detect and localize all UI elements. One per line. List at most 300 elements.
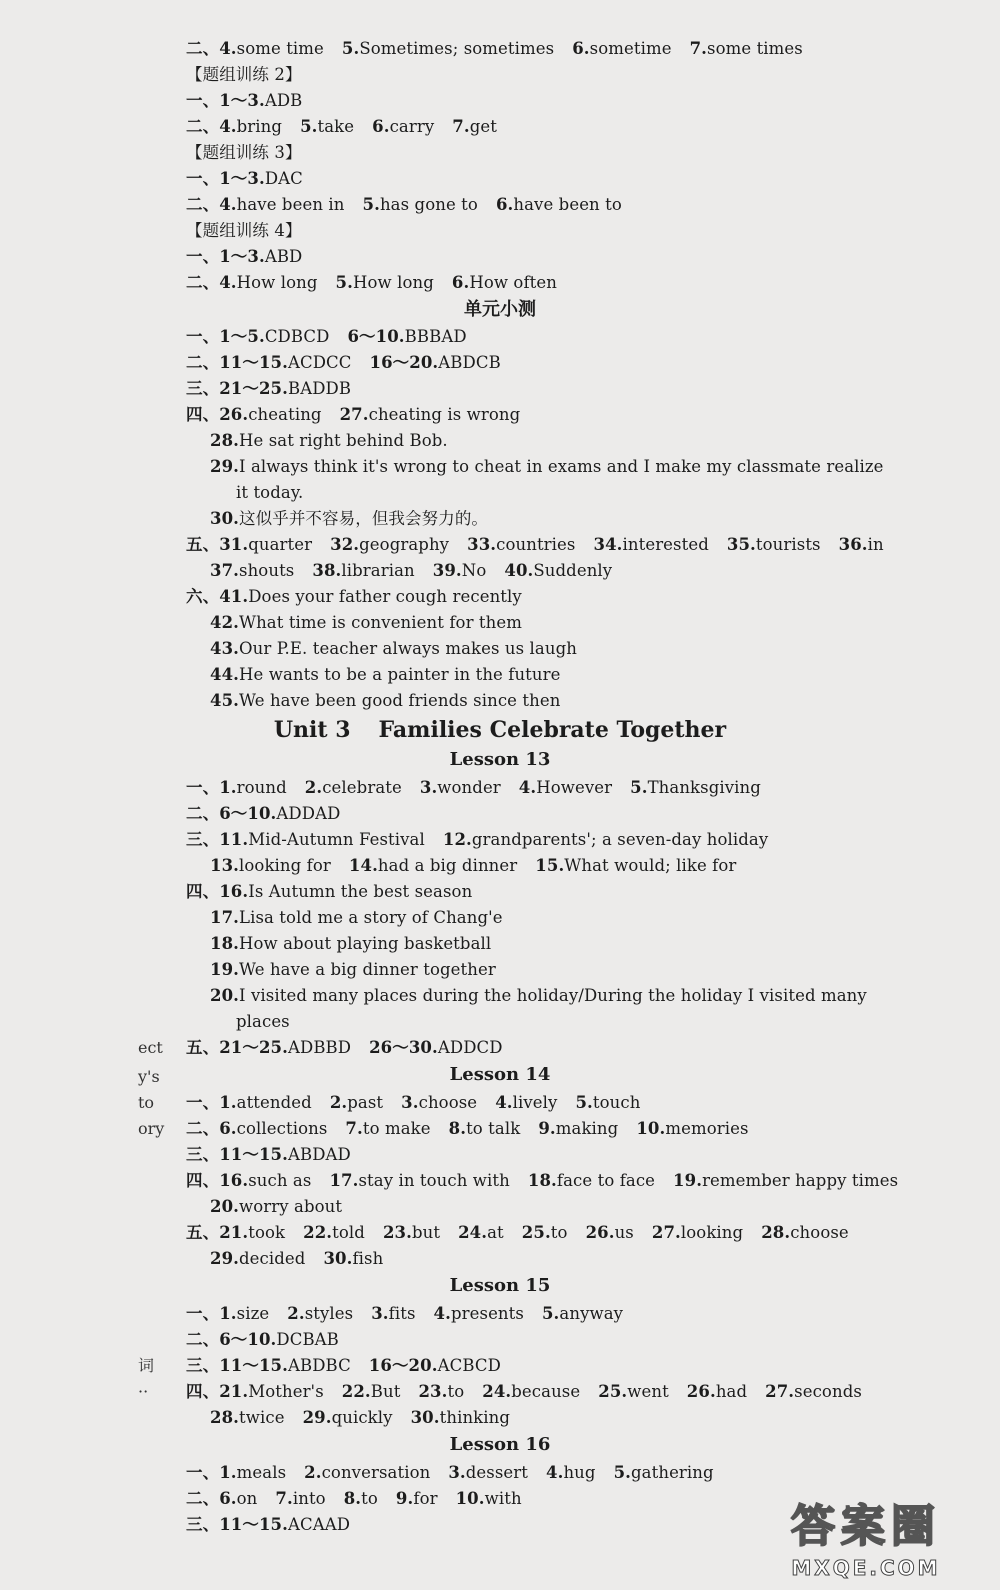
item-answer: Thanksgiving	[647, 778, 761, 797]
answer-item	[572, 39, 671, 58]
item-answer: BADDB	[287, 379, 352, 398]
item-number: 2.	[304, 778, 323, 797]
item-number: 2.	[287, 1304, 305, 1323]
item-answer: Sometimes; sometimes	[359, 39, 555, 58]
item-answer: meals	[236, 1463, 287, 1482]
answer-line	[210, 638, 577, 660]
answer-item	[383, 1223, 440, 1242]
unit-title	[0, 716, 1000, 744]
answer-item	[495, 1093, 557, 1112]
answer-line	[186, 1514, 350, 1536]
item-answer: ABDCB	[438, 353, 501, 372]
item-number: 8.	[448, 1119, 467, 1138]
answer-item	[535, 856, 736, 875]
item-number: 10.	[636, 1119, 666, 1138]
item-answer: dessert	[465, 1463, 529, 1482]
answer-item	[546, 1463, 596, 1482]
item-answer: styles	[304, 1304, 354, 1323]
item-number: 12.	[442, 830, 472, 849]
answer-item	[522, 1223, 568, 1242]
item-number: 三、11～15.	[186, 1356, 288, 1375]
item-answer: it today.	[236, 483, 304, 502]
item-answer: Does your father cough recently	[248, 587, 522, 606]
item-number: 23.	[382, 1223, 412, 1242]
item-answer: conversation	[321, 1463, 431, 1482]
answer-item	[303, 1223, 365, 1242]
answer-item	[687, 1382, 747, 1401]
answer-item	[342, 39, 554, 58]
item-answer: ACDCC	[287, 353, 352, 372]
answer-line	[186, 194, 622, 216]
item-number: 27.	[765, 1382, 795, 1401]
item-answer: Suddenly	[533, 561, 613, 580]
item-answer: lively	[512, 1093, 558, 1112]
answer-line	[186, 378, 351, 400]
item-answer: decided	[239, 1249, 306, 1268]
item-number: 四、16.	[186, 882, 249, 901]
answer-line	[186, 881, 472, 903]
item-answer: How often	[469, 273, 557, 292]
answer-item	[210, 561, 294, 580]
answer-item	[342, 1382, 401, 1401]
answer-line	[186, 1303, 623, 1325]
item-answer: Our P.E. teacher always makes us laugh	[239, 639, 577, 658]
answer-line	[210, 690, 560, 712]
answer-item	[765, 1382, 862, 1401]
item-number: 二、6～10.	[186, 804, 277, 823]
item-answer: stay in touch with	[358, 1171, 510, 1190]
answer-item	[186, 1223, 285, 1242]
item-answer: in	[867, 535, 884, 554]
item-answer: past	[347, 1093, 384, 1112]
item-number: 一、1～3.	[186, 247, 265, 266]
answer-item	[586, 1223, 634, 1242]
section-heading: Lesson 15	[449, 1275, 551, 1296]
answer-line	[210, 1407, 510, 1429]
answer-line	[186, 404, 520, 426]
item-answer: carry	[389, 117, 435, 136]
item-answer: DAC	[264, 169, 303, 188]
item-number: 三、11.	[186, 830, 249, 849]
item-number: 15.	[535, 856, 565, 875]
item-answer: No	[461, 561, 487, 580]
item-number: 32.	[330, 535, 360, 554]
answer-item	[300, 117, 354, 136]
item-answer: Lisa told me a story of Chang'e	[239, 908, 503, 927]
item-number: 27.	[651, 1223, 681, 1242]
unit-number: Unit 3	[273, 717, 351, 743]
answer-line	[186, 352, 501, 374]
answer-line	[186, 1381, 862, 1403]
item-number: 39.	[432, 561, 462, 580]
answer-item	[210, 1408, 285, 1427]
item-number: 28.	[210, 1408, 240, 1427]
answer-line	[186, 586, 522, 608]
item-number: 36.	[838, 535, 868, 554]
item-number: 26.	[585, 1223, 615, 1242]
item-number: 30.	[323, 1249, 353, 1268]
margin-fragment: 词	[138, 1356, 155, 1375]
unit-name: Families Celebrate Together	[378, 717, 727, 743]
item-answer: presents	[450, 1304, 524, 1323]
item-answer: shouts	[239, 561, 295, 580]
answer-item	[186, 353, 352, 372]
item-answer: seconds	[794, 1382, 862, 1401]
answer-item	[305, 778, 402, 797]
item-answer: size	[236, 1304, 270, 1323]
answer-item	[323, 1249, 383, 1268]
answer-item	[210, 986, 867, 1005]
answer-item	[186, 39, 324, 58]
item-number: 6.	[495, 195, 514, 214]
item-answer: has gone to	[379, 195, 478, 214]
margin-fragment: y's	[138, 1067, 160, 1086]
item-number: 25.	[521, 1223, 551, 1242]
item-number: 4.	[546, 1463, 564, 1482]
item-answer: How about playing basketball	[239, 934, 492, 953]
item-number: 9.	[395, 1489, 414, 1508]
watermark-url: MXQE.COM	[791, 1556, 941, 1580]
item-number: 40.	[504, 561, 534, 580]
item-answer: ADDAD	[276, 804, 341, 823]
item-answer: went	[627, 1382, 669, 1401]
margin-fragment: ··	[138, 1382, 149, 1401]
answer-line	[186, 64, 302, 86]
item-number: 7.	[689, 39, 708, 58]
answer-item	[186, 405, 322, 424]
answer-item	[210, 856, 331, 875]
section-heading: Lesson 14	[449, 1064, 551, 1085]
item-answer: have been to	[513, 195, 622, 214]
item-number: 26.	[686, 1382, 716, 1401]
item-answer: collections	[236, 1119, 328, 1138]
item-answer: with	[484, 1489, 522, 1508]
answer-line	[186, 1037, 503, 1059]
item-answer: had a big dinner	[377, 856, 518, 875]
answer-item	[349, 856, 517, 875]
answer-item	[186, 169, 303, 188]
item-number: 22.	[341, 1382, 371, 1401]
item-answer: DCBAB	[276, 1330, 339, 1349]
item-answer: ABDAD	[287, 1145, 351, 1164]
item-number: 5.	[362, 195, 380, 214]
answer-item	[538, 1119, 618, 1138]
item-answer: but	[411, 1223, 441, 1242]
item-answer: How long	[352, 273, 434, 292]
answer-item	[186, 1356, 351, 1375]
item-number: 43.	[210, 639, 240, 658]
answer-item	[186, 1489, 257, 1508]
item-number: 二、6～10.	[186, 1330, 277, 1349]
answer-line	[210, 959, 496, 981]
item-answer: celebrate	[322, 778, 402, 797]
item-number: 28.	[761, 1223, 791, 1242]
item-number: 34.	[593, 535, 623, 554]
section-heading: Lesson 13	[449, 749, 551, 770]
item-number: 二、6.	[186, 1119, 237, 1138]
item-answer: 【题组训练 4】	[186, 221, 302, 240]
item-answer: have been in	[236, 195, 345, 214]
answer-item	[304, 1463, 430, 1482]
item-number: 45.	[210, 691, 240, 710]
item-number: 四、16.	[186, 1171, 249, 1190]
answer-item	[275, 1489, 325, 1508]
item-number: 三、21～25.	[186, 379, 288, 398]
item-answer: get	[469, 117, 497, 136]
item-answer: places	[236, 1012, 290, 1031]
answer-item	[467, 535, 575, 554]
item-number: 19.	[673, 1171, 703, 1190]
item-number: 22.	[303, 1223, 333, 1242]
item-answer: touch	[592, 1093, 641, 1112]
item-answer: twice	[239, 1408, 285, 1427]
item-number: 4.	[495, 1093, 513, 1112]
answer-item	[186, 91, 302, 110]
answer-line	[186, 1222, 849, 1244]
item-answer: to make	[362, 1119, 431, 1138]
answer-line	[186, 803, 340, 825]
answer-item	[186, 65, 302, 84]
answer-line	[186, 777, 761, 799]
item-number: 37.	[210, 561, 240, 580]
answer-item	[614, 1463, 714, 1482]
answer-item	[210, 691, 560, 710]
item-answer: ACAAD	[287, 1515, 351, 1534]
item-answer: fits	[388, 1304, 416, 1323]
item-number: 4.	[518, 778, 537, 797]
answer-item	[186, 143, 302, 162]
item-answer: Mother's	[248, 1382, 324, 1401]
item-number: 29.	[302, 1408, 332, 1427]
item-number: 7.	[452, 117, 470, 136]
answer-line	[210, 1248, 383, 1270]
item-number: 5.	[541, 1304, 560, 1323]
answer-item	[401, 1093, 477, 1112]
item-answer: looking	[680, 1223, 744, 1242]
answer-item	[186, 327, 329, 346]
answer-item	[363, 195, 478, 214]
answer-item	[303, 1408, 393, 1427]
item-answer: CDBCD	[264, 327, 330, 346]
answer-line	[186, 1329, 339, 1351]
answer-line	[186, 246, 302, 268]
item-answer: tourists	[755, 535, 821, 554]
answer-item	[371, 1304, 415, 1323]
item-number: 二、4.	[186, 195, 237, 214]
item-number: 42.	[210, 613, 240, 632]
item-answer: take	[317, 117, 355, 136]
item-number: 3.	[419, 778, 438, 797]
item-number: 28.	[210, 431, 240, 450]
answer-item	[418, 1382, 464, 1401]
item-answer: sometime	[589, 39, 672, 58]
item-answer: told	[332, 1223, 365, 1242]
answer-item	[370, 353, 501, 372]
item-number: 33.	[467, 535, 497, 554]
item-number: 7.	[275, 1489, 293, 1508]
item-number: 5.	[341, 39, 360, 58]
answer-item	[186, 247, 302, 266]
answer-line	[186, 1092, 640, 1114]
item-answer: What would; like for	[564, 856, 737, 875]
answer-item	[210, 457, 884, 476]
answer-item	[210, 431, 448, 450]
item-answer: We have a big dinner together	[239, 960, 496, 979]
item-answer: hug	[563, 1463, 596, 1482]
answer-line	[186, 829, 768, 851]
item-number: 19.	[210, 960, 240, 979]
item-number: 38.	[312, 561, 342, 580]
item-answer: countries	[496, 535, 576, 554]
answer-line	[186, 534, 884, 556]
answer-item	[396, 1489, 438, 1508]
item-number: 26～30.	[369, 1038, 438, 1057]
answer-line	[210, 985, 867, 1007]
item-answer: us	[614, 1223, 634, 1242]
site-watermark	[746, 1498, 986, 1582]
answer-line	[186, 1355, 501, 1377]
item-number: 27.	[339, 405, 369, 424]
item-answer: to talk	[466, 1119, 521, 1138]
item-number: 五、21～25.	[186, 1038, 288, 1057]
item-answer: ACBCD	[437, 1356, 501, 1375]
answer-line	[186, 1488, 522, 1510]
item-number: 5.	[300, 117, 318, 136]
item-number: 20.	[210, 1197, 240, 1216]
item-number: 18.	[210, 934, 240, 953]
answer-item	[330, 535, 449, 554]
answer-item	[186, 882, 472, 901]
item-answer: 【题组训练 2】	[186, 65, 302, 84]
answer-line	[186, 1144, 351, 1166]
item-number: 16～20.	[368, 1356, 438, 1375]
item-answer: wonder	[437, 778, 501, 797]
answer-item	[458, 1223, 504, 1242]
item-number: 30.	[210, 509, 240, 528]
answer-item	[287, 1304, 353, 1323]
item-answer: remember happy times	[702, 1171, 899, 1190]
item-answer: ADB	[264, 91, 303, 110]
answer-line	[210, 933, 491, 955]
item-answer: into	[292, 1489, 326, 1508]
item-number: 三、11～15.	[186, 1515, 288, 1534]
item-number: 9.	[538, 1119, 556, 1138]
answer-item	[186, 535, 312, 554]
item-answer: I visited many places during the holiday/During the holiday I visited many	[239, 986, 867, 1005]
answer-item	[369, 1356, 501, 1375]
item-number: 6.	[451, 273, 470, 292]
item-answer: He wants to be a painter in the future	[239, 665, 561, 684]
item-number: 24.	[482, 1382, 512, 1401]
item-number: 6～10.	[347, 327, 405, 346]
item-number: 4.	[433, 1304, 451, 1323]
item-number: 3.	[401, 1093, 419, 1112]
item-answer: worry about	[239, 1197, 343, 1216]
answer-item	[210, 908, 503, 927]
item-number: 35.	[726, 535, 756, 554]
item-answer: face to face	[556, 1171, 656, 1190]
item-answer: took	[248, 1223, 286, 1242]
item-answer: I always think it's wrong to cheat in exams and I make my classmate realize	[239, 457, 884, 476]
item-answer: to	[361, 1489, 378, 1508]
answer-item	[652, 1223, 743, 1242]
answer-item	[186, 195, 345, 214]
answer-item	[542, 1304, 623, 1323]
answer-item	[186, 273, 318, 292]
item-number: 2.	[329, 1093, 348, 1112]
answer-line	[186, 168, 303, 190]
answer-line	[210, 508, 488, 530]
answer-item	[210, 1249, 305, 1268]
answer-line	[186, 1462, 714, 1484]
item-number: 二、6.	[186, 1489, 237, 1508]
answer-item	[186, 1171, 311, 1190]
answer-item	[330, 1093, 383, 1112]
item-answer: BBBAD	[404, 327, 467, 346]
answer-item	[630, 778, 761, 797]
answer-item	[186, 379, 351, 398]
watermark-logo-text: 答案圈	[791, 1501, 941, 1552]
answer-item	[236, 483, 303, 502]
answer-item	[186, 1463, 286, 1482]
item-number: 17.	[329, 1171, 359, 1190]
item-answer: round	[236, 778, 287, 797]
item-number: 17.	[210, 908, 240, 927]
answer-line	[186, 1170, 898, 1192]
item-number: 5.	[613, 1463, 632, 1482]
item-answer: ADDCD	[437, 1038, 503, 1057]
item-answer: on	[236, 1489, 258, 1508]
answer-item	[186, 778, 287, 797]
answer-item	[186, 1515, 350, 1534]
item-number: 五、21.	[186, 1223, 249, 1242]
answer-item	[210, 960, 496, 979]
item-answer: interested	[622, 535, 709, 554]
item-number: 二、4.	[186, 117, 237, 136]
section-heading: 单元小测	[464, 299, 536, 320]
item-answer: Is Autumn the best season	[248, 882, 473, 901]
item-number: 5.	[575, 1093, 593, 1112]
item-number: 一、1.	[186, 1093, 237, 1112]
item-number: 14.	[348, 856, 378, 875]
item-number: 6.	[572, 39, 590, 58]
answer-item	[452, 273, 557, 292]
item-number: 四、26.	[186, 405, 249, 424]
item-answer: such as	[248, 1171, 312, 1190]
margin-fragment: ect	[138, 1038, 163, 1057]
answer-line	[186, 272, 557, 294]
answer-line	[210, 664, 561, 686]
item-number: 16～20.	[369, 353, 439, 372]
item-answer: However	[536, 778, 613, 797]
answer-item	[434, 1304, 524, 1323]
item-number: 7.	[345, 1119, 363, 1138]
item-answer: 这似乎并不容易，但我会努力的。	[239, 509, 489, 528]
answer-item	[347, 327, 466, 346]
answer-item	[673, 1171, 898, 1190]
answer-item	[420, 778, 501, 797]
item-number: 5.	[335, 273, 353, 292]
item-answer: making	[555, 1119, 619, 1138]
answer-item	[598, 1382, 669, 1401]
item-answer: choose	[790, 1223, 849, 1242]
item-answer: had	[715, 1382, 748, 1401]
answer-item	[411, 1408, 510, 1427]
answer-item	[186, 587, 522, 606]
answer-line	[186, 90, 302, 112]
item-number: 5.	[630, 778, 648, 797]
answer-item	[210, 934, 491, 953]
